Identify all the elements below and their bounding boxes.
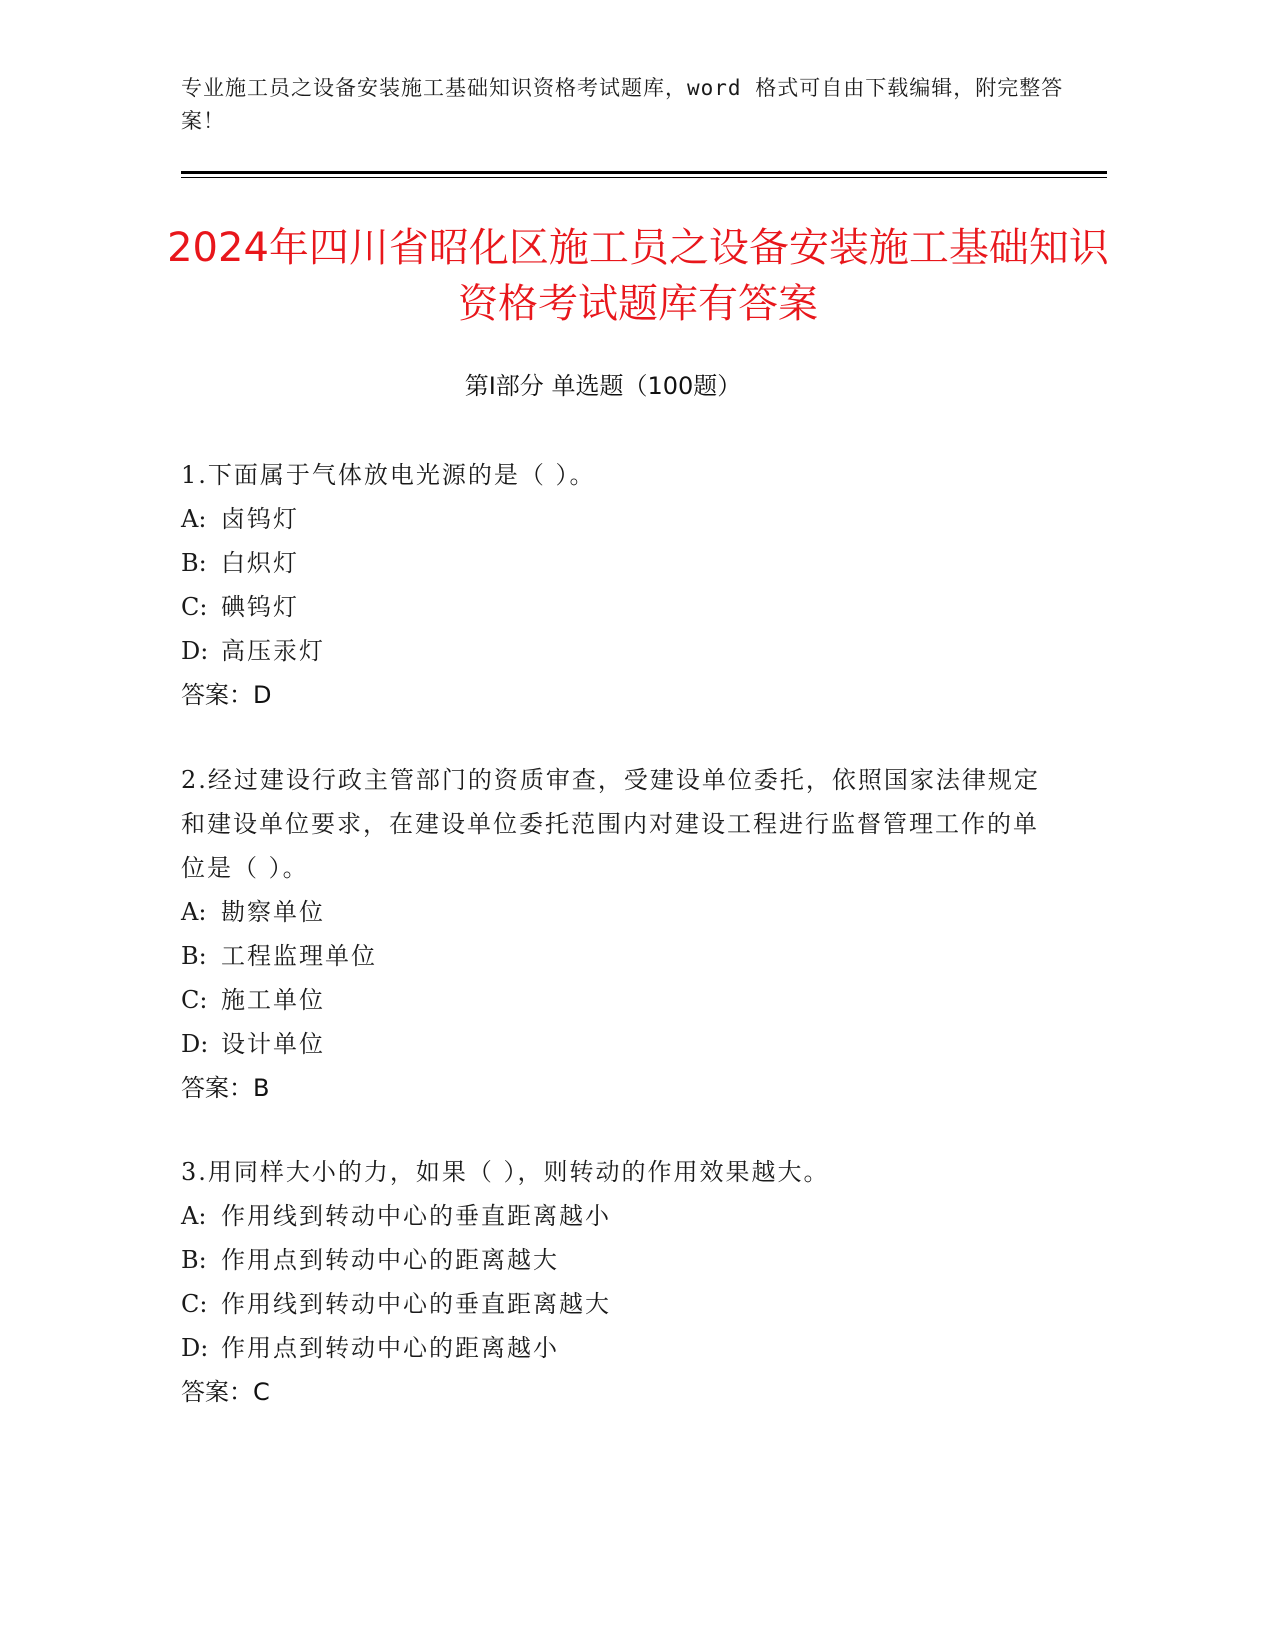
option-letter: D: xyxy=(181,637,209,665)
answer-line: 答案：D xyxy=(181,681,272,709)
option-b xyxy=(181,934,1051,978)
option-letter: C: xyxy=(181,1290,208,1318)
option-b xyxy=(181,541,1051,585)
option-text: 设计单位 xyxy=(221,1030,325,1058)
option-b xyxy=(181,1238,1051,1282)
option-text: 卤钨灯 xyxy=(221,505,299,533)
option-text: 作用点到转动中心的距离越大 xyxy=(221,1246,559,1274)
option-text: 施工单位 xyxy=(221,986,325,1014)
header-divider-thick xyxy=(181,171,1107,174)
option-d xyxy=(181,1326,1051,1370)
option-text: 作用线到转动中心的垂直距离越大 xyxy=(221,1290,611,1318)
option-letter: D: xyxy=(181,1030,209,1058)
option-letter: D: xyxy=(181,1334,209,1362)
option-letter: B: xyxy=(181,942,207,970)
header-divider-thin xyxy=(181,177,1107,178)
question-3 xyxy=(181,1150,1051,1414)
option-text: 勘察单位 xyxy=(221,898,325,926)
question-stem: 2.经过建设行政主管部门的资质审查，受建设单位委托，依照国家法律规定和建设单位要求，在建设单位委托范围内对建设工程进行监督管理工作的单位是（ ）。 xyxy=(181,766,1040,882)
option-c xyxy=(181,978,1051,1022)
option-letter: A: xyxy=(181,1202,207,1230)
option-d xyxy=(181,629,1051,673)
option-a xyxy=(181,497,1051,541)
option-a xyxy=(181,1194,1051,1238)
option-d xyxy=(181,1022,1051,1066)
question-2 xyxy=(181,758,1051,1110)
option-c xyxy=(181,1282,1051,1326)
option-c xyxy=(181,585,1051,629)
option-text: 高压汞灯 xyxy=(221,637,325,665)
question-stem: 3.用同样大小的力，如果（ ），则转动的作用效果越大。 xyxy=(181,1158,830,1186)
option-letter: C: xyxy=(181,593,208,621)
header-note: 专业施工员之设备安装施工基础知识资格考试题库，word 格式可自由下载编辑，附完整答案！ xyxy=(181,76,1064,133)
option-a xyxy=(181,890,1051,934)
document-title: 2024年四川省昭化区施工员之设备安装施工基础知识资格考试题库有答案 xyxy=(167,225,1109,327)
option-letter: B: xyxy=(181,1246,207,1274)
option-letter: A: xyxy=(181,505,207,533)
option-text: 作用线到转动中心的垂直距离越小 xyxy=(221,1202,611,1230)
question-stem: 1.下面属于气体放电光源的是（ ）。 xyxy=(181,461,596,489)
option-letter: C: xyxy=(181,986,208,1014)
option-text: 白炽灯 xyxy=(221,549,299,577)
section-title: 第Ⅰ部分 单选题（100题） xyxy=(464,372,742,400)
answer-line: 答案：B xyxy=(181,1074,270,1102)
question-1 xyxy=(181,453,1051,717)
option-text: 碘钨灯 xyxy=(221,593,299,621)
option-text: 工程监理单位 xyxy=(221,942,377,970)
option-letter: A: xyxy=(181,898,207,926)
answer-line: 答案：C xyxy=(181,1378,270,1406)
option-text: 作用点到转动中心的距离越小 xyxy=(221,1334,559,1362)
option-letter: B: xyxy=(181,549,207,577)
